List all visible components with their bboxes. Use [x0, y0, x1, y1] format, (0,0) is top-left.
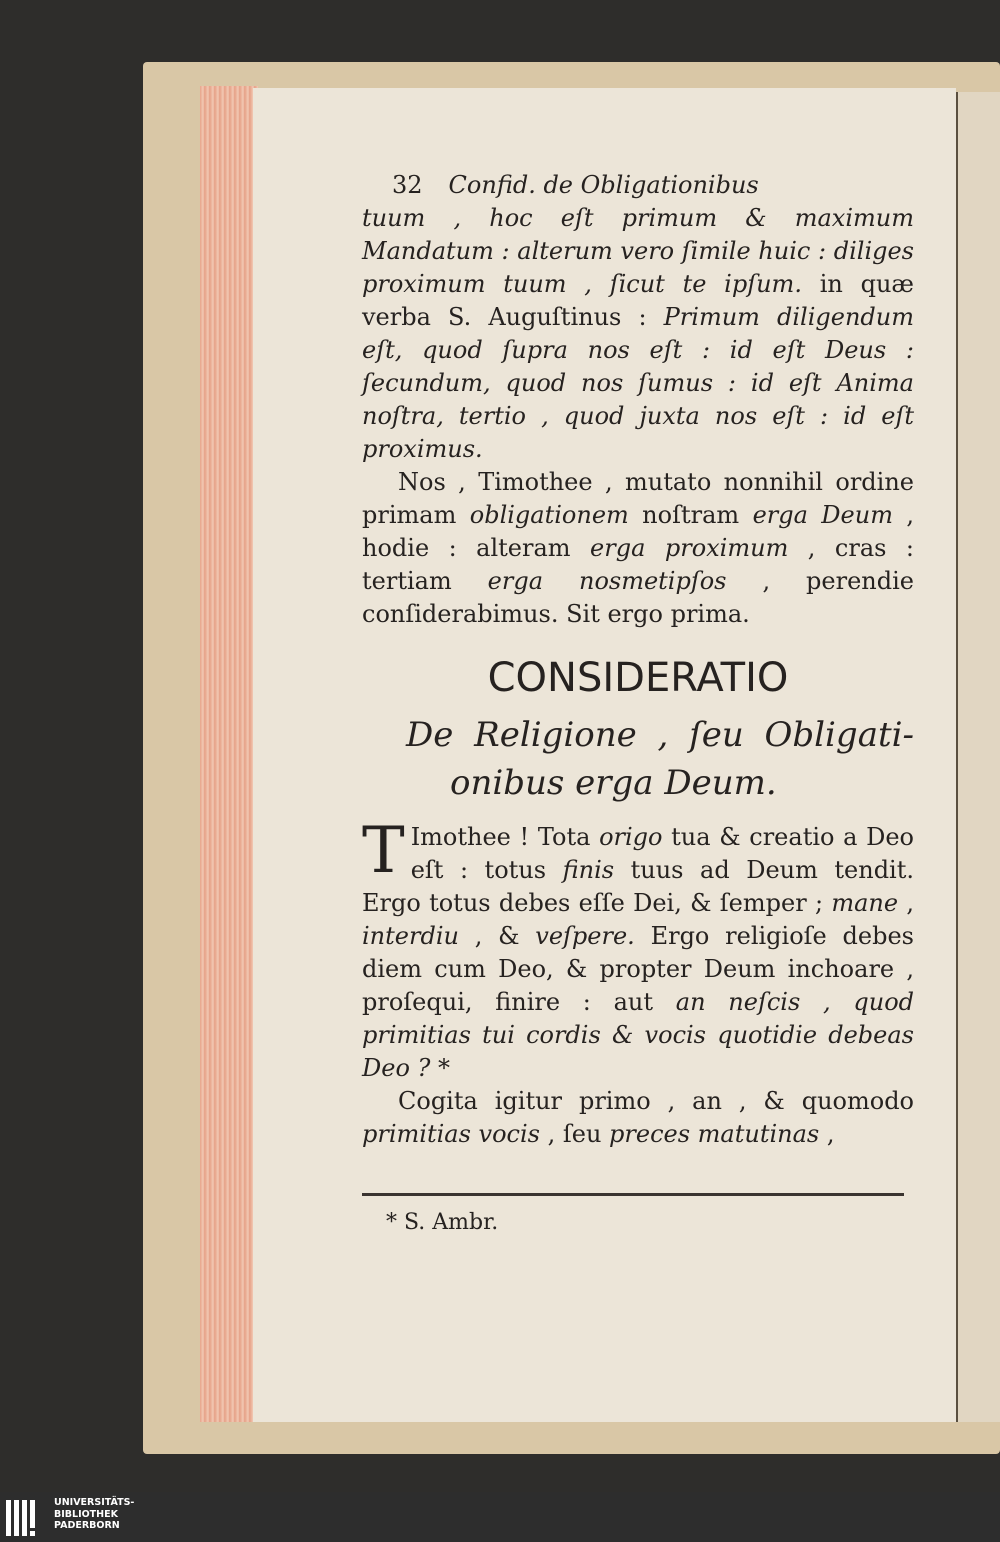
body-text [362, 202, 914, 631]
text-run: obligationem [469, 501, 629, 529]
text-run: , [819, 1120, 835, 1148]
text-run: noſtram [628, 501, 753, 529]
section-subheading [362, 711, 914, 807]
paragraph-2 [362, 466, 914, 631]
text-run: mane [831, 889, 899, 917]
facing-page-edge [956, 92, 1000, 1422]
paragraph-4 [362, 1085, 914, 1151]
text-run: , ſeu [539, 1120, 610, 1148]
page-text-block [362, 168, 914, 1151]
paragraph-3 [362, 814, 915, 1085]
text-run: finis [562, 856, 615, 884]
text-run: interdiu [362, 922, 459, 950]
library-logo-icon [6, 1500, 46, 1536]
subheading-line-1: De Religione , ſeu Obligati- [406, 715, 914, 755]
text-run: tua & creatio a Deo eſt : totus [410, 823, 914, 884]
running-title: Confid. de Obligationibus [448, 171, 759, 199]
text-run: erga nosmetipſos [487, 567, 727, 595]
text-run: * [430, 1054, 451, 1082]
text-run: , hodie : alteram [362, 501, 915, 562]
text-run: erga Deum [752, 501, 893, 529]
page-edges [200, 86, 258, 1422]
subheading-line-2: onibus erga Deum. [450, 763, 777, 803]
library-logo-bar [0, 1492, 1000, 1542]
body-text-2 [362, 814, 915, 1151]
text-run: , & [458, 922, 536, 950]
text-run: Nos , Timothee , mutato nonnihil ordine primam [362, 468, 914, 529]
footnote: * S. Ambr. [386, 1210, 499, 1235]
section-heading: CONSIDERATIO [487, 655, 789, 701]
drop-cap: T [362, 814, 405, 888]
text-run: in quæ verba S. Auguſtinus : [362, 270, 914, 331]
logo-line-1: UNIVERSITÄTS- [54, 1497, 135, 1508]
text-run: , [898, 889, 914, 917]
text-run: Imothee ! Tota [410, 823, 600, 851]
logo-line-3: PADERBORN [54, 1520, 120, 1531]
text-run: preces matutinas [609, 1120, 820, 1148]
paragraph-1 [362, 202, 914, 466]
text-run: Ergo religioſe debes diem cum Deo, & propter Deum inchoare , proſequi, finire : aut [362, 922, 914, 1016]
logo-line-2: BIBLIOTHEK [54, 1508, 118, 1520]
text-run: erga proximum [590, 534, 789, 562]
text-run: Primum diligendum eſt, quod ſupra nos eſt : id eſt Deus : ſecundum, quod nos ſumus : id eſt Anima noſtra, tertio , quod juxta nos eſt : id eſt proximus. [362, 303, 914, 463]
text-run: primitias vocis [362, 1120, 540, 1148]
footnote-rule [362, 1193, 904, 1196]
text-run: , perendie conſiderabimus. Sit ergo prima. [362, 567, 914, 628]
text-run: an neſcis , quod primitias tui cordis & vocis quotidie debeas Deo ? [362, 988, 915, 1082]
text-run: Cogita igitur primo , an , & quomodo [398, 1087, 914, 1115]
library-logo-text [54, 1497, 134, 1532]
text-run: origo [599, 823, 663, 851]
text-run: tuus ad Deum tendit. Ergo totus debes eſſe Dei, & ſemper ; [362, 856, 915, 917]
text-run: veſpere. [535, 922, 635, 950]
paragraph-3-text [362, 814, 915, 1082]
text-run: tuum , hoc eſt primum & maximum Mandatum : alterum vero ſimile huic : diliges proximum tuum , ſicut te ipſum. [362, 204, 914, 298]
text-run: , cras : tertiam [362, 534, 914, 595]
running-head [362, 168, 914, 202]
page-number: 32 [392, 171, 423, 199]
